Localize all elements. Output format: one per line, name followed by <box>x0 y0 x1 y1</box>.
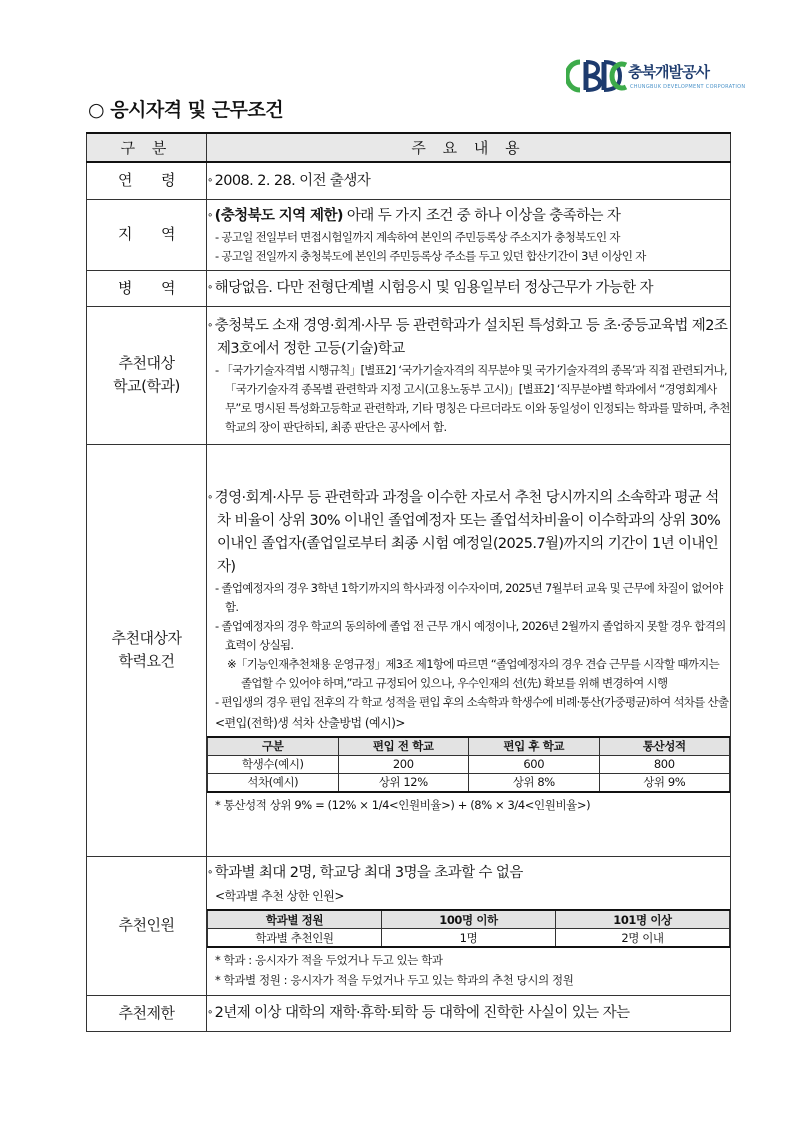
table-row <box>208 755 730 773</box>
label-age: 연 령 <box>87 162 207 199</box>
bullet-academic: ∘ 경영·회계·사무 등 관련학과 과정을 이수한 자로서 추천 당시까지의 소속학과 평균 석차 비율이 상위 30% 이내인 졸업예정자 또는 졸업석차비율이 이수학과의 상위 30% 이내인 졸업자(졸업일로부터 최종 시험 예정일(2025.7월)까지의 기간이 1년 이내인 자) <box>207 489 721 575</box>
region-condition-1: - 공고일 전일부터 면접시험일까지 계속하여 본인의 주민등록상 주소지가 충청북도인 자 <box>215 229 620 244</box>
content-military <box>207 270 731 306</box>
region-condition-2: - 공고일 전일까지 충청북도에 본인의 주민등록상 주소를 두고 있던 합산기간이 3년 이상인 자 <box>215 248 646 263</box>
row-academic <box>87 444 731 856</box>
table-cell: 600 <box>469 755 600 773</box>
section-title: ○ 응시자격 및 근무조건 <box>88 99 284 121</box>
transfer-header-cell: 편입 후 학교 <box>469 737 600 756</box>
transfer-header-cell: 편입 전 학교 <box>338 737 469 756</box>
label-school <box>87 306 207 444</box>
content-region <box>207 199 731 270</box>
quota-table-caption: <학과별 추천 상한 인원> <box>215 889 344 903</box>
header-content: 주 요 내 용 <box>207 133 731 162</box>
quota-footnote-2: * 학과별 정원 : 응시자가 적을 두었거나 두고 있는 학과의 추천 당시의 정원 <box>215 973 574 987</box>
academic-detail-2: - 졸업예정자의 경우 학교의 동의하에 졸업 전 근무 개시 예정이나, 2026년 2월까지 졸업하지 못할 경우 합격의 효력이 상실됨. <box>215 618 726 652</box>
table-cell: 상위 8% <box>469 773 600 792</box>
header-category: 구 분 <box>87 133 207 162</box>
table-cell: 800 <box>599 755 730 773</box>
content-age <box>207 162 731 199</box>
table-cell: 1명 <box>382 929 556 948</box>
row-restriction <box>87 995 731 1031</box>
cbdc-logo-mark <box>566 56 628 96</box>
school-detail: - 「국가기술자격법 시행규칙」[별표2] ‘국가기술자격의 직무분야 및 국가기술자격의 종목’과 직접 관련되거나,「국가기술자격 종목별 관련학과 지정 고시(고용노동부 고시)」[별표2] ‘직무분야별 학과에서 “경영회계사무”로 명시된 특성화고등학교 관련학과, 기타 명칭은 다르더라도 이와 동일성이 인정되는 학과를 말하며, 추천학교의 장이 판단하되, 최종 판단은 공사에서 함. <box>215 362 730 434</box>
content-restriction <box>207 995 731 1031</box>
transfer-footnote: * 통산성적 상위 9% = (12% × 1/4<인원비율>) + (8% × 3/4<인원비율>) <box>215 797 591 812</box>
logo-subtitle: CHUNGBUK DEVELOPMENT CORPORATION <box>630 84 746 90</box>
bullet-school: ∘ 충청북도 소재 경영·회계·사무 등 관련학과가 설치된 특성화고 등 초·중등교육법 제2조 제3호에서 정한 고등(기술)학교 <box>207 317 728 357</box>
table-cell: 석차(예시) <box>208 773 339 792</box>
bullet-quota: ∘ 학과별 최대 2명, 학교당 최대 3명을 초과할 수 없음 <box>207 865 523 881</box>
row-school <box>87 306 731 444</box>
row-age <box>87 162 731 199</box>
quota-header-cell: 101명 이상 <box>556 910 730 929</box>
quota-footnote-1: * 학과 : 응시자가 적을 두었거나 두고 있는 학과 <box>215 953 443 967</box>
transfer-table-caption: <편입(전학)생 석차 산출방법 (예시)> <box>215 715 405 730</box>
label-academic-line2: 학력요건 <box>118 652 175 670</box>
label-school-line1: 추천대상 <box>118 354 175 372</box>
content-academic <box>207 444 731 856</box>
table-cell: 2명 이내 <box>556 929 730 948</box>
quota-table <box>207 909 730 948</box>
label-quota: 추천인원 <box>87 856 207 995</box>
table-cell: 학과별 추천인원 <box>208 929 382 948</box>
academic-detail-3: - 편입생의 경우 편입 전후의 각 학교 성적을 편입 후의 소속학과 학생수에 비례·통산(가중평균)하여 석차를 산출 <box>215 694 729 709</box>
table-cell: 상위 12% <box>338 773 469 792</box>
content-school <box>207 306 731 444</box>
bullet-restriction: ∘ 2년제 이상 대학의 재학·휴학·퇴학 등 대학에 진학한 사실이 있는 자는 <box>207 1005 630 1021</box>
row-quota <box>87 856 731 995</box>
label-region: 지 역 <box>87 199 207 270</box>
label-restriction: 추천제한 <box>87 995 207 1031</box>
label-academic-line1: 추천대상자 <box>111 629 182 647</box>
eligibility-table <box>86 132 731 1032</box>
table-cell: 학생수(예시) <box>208 755 339 773</box>
row-region <box>87 199 731 270</box>
table-cell: 상위 9% <box>599 773 730 792</box>
bullet-military: ∘ 해당없음. 다만 전형단계별 시험응시 및 임용일부터 정상근무가 가능한 자 <box>207 280 653 296</box>
transfer-header-cell: 통산성적 <box>599 737 730 756</box>
table-header-row <box>87 133 731 162</box>
academic-note: ※「기능인재추천채용 운영규정」제3조 제1항에 따르면 “졸업예정자의 경우 견습 근무를 시작할 때까지는 졸업할 수 있어야 하며,”라고 규정되어 있으나, 우수인재의 선(先) 확보를 위해 변경하여 시행 <box>227 656 719 690</box>
bullet-age: ∘ 2008. 2. 28. 이전 출생자 <box>207 172 371 189</box>
quota-header-cell: 학과별 정원 <box>208 910 382 929</box>
transfer-header-cell: 구분 <box>208 737 339 756</box>
table-cell: 200 <box>338 755 469 773</box>
bullet-region: ∘ (충청북도 지역 제한) 아래 두 가지 조건 중 하나 이상을 충족하는 자 <box>207 207 621 224</box>
label-school-line2: 학교(학과) <box>113 377 180 395</box>
quota-table-header <box>208 910 730 929</box>
table-row <box>208 773 730 792</box>
label-military: 병 역 <box>87 270 207 306</box>
label-academic <box>87 444 207 856</box>
logo-name: 충북개발공사 <box>628 63 709 81</box>
academic-detail-1: - 졸업예정자의 경우 3학년 1학기까지의 학사과정 이수자이며, 2025년 7월부터 교육 및 근무에 차질이 없어야 함. <box>215 580 723 614</box>
table-row <box>208 929 730 948</box>
transfer-rank-table <box>207 736 730 793</box>
quota-header-cell: 100명 이하 <box>382 910 556 929</box>
content-quota <box>207 856 731 995</box>
row-military <box>87 270 731 306</box>
transfer-table-header <box>208 737 730 756</box>
